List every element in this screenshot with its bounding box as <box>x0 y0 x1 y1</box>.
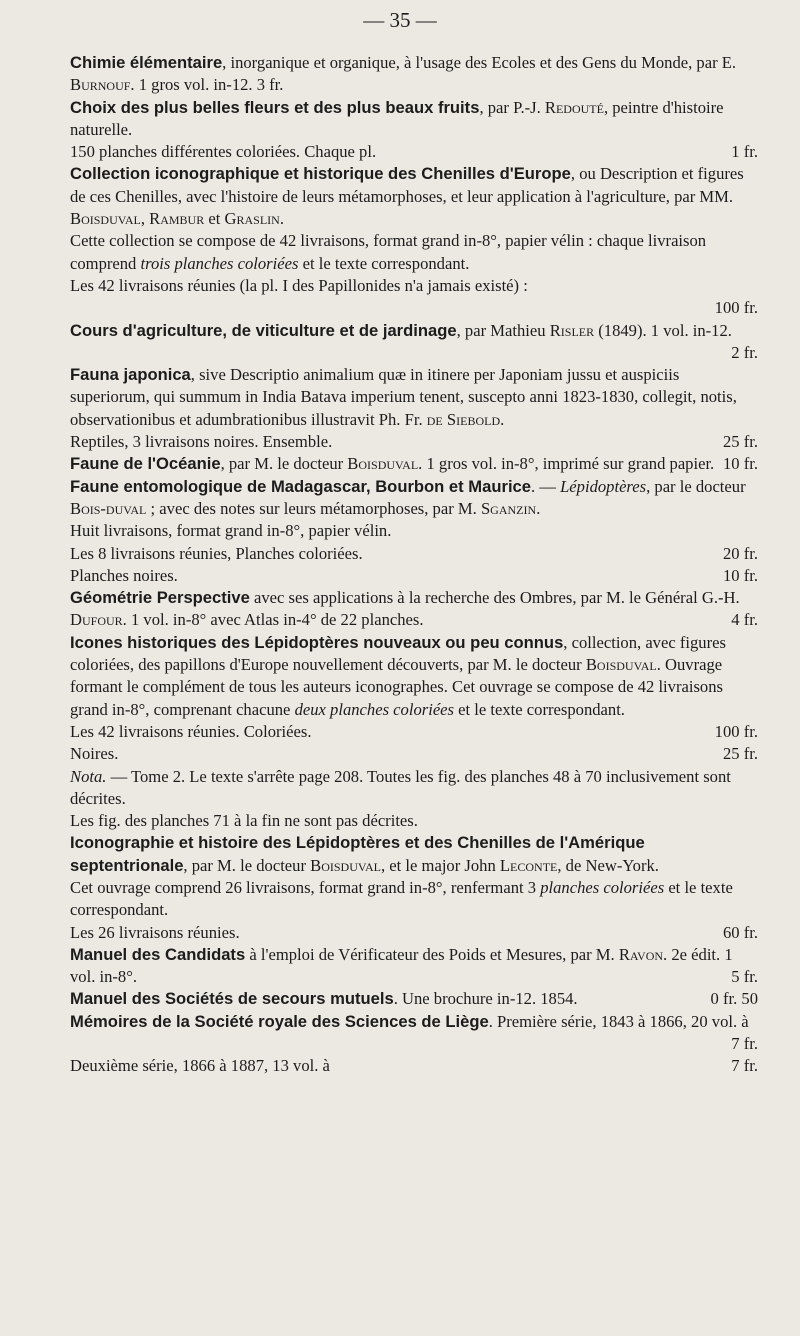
entry-author: Sganzin <box>480 498 537 518</box>
price: 7 fr. <box>731 1056 758 1076</box>
entry-author: Boisduval <box>310 855 381 875</box>
price: 10 fr. <box>722 565 758 585</box>
entry-paragraph: Cet ouvrage comprend 26 livraisons, format grand in-8°, renfermant 3 planches coloriées et le texte correspondant. <box>70 877 733 920</box>
entry-paragraph: Cette collection se compose de 42 livraisons, format grand in-8°, papier vélin : chaque livraison comprend trois planches coloriées et le texte correspondant. <box>70 231 707 273</box>
entry-title: Géométrie Perspective <box>70 588 250 608</box>
entry-author: Graslin <box>224 209 280 229</box>
catalogue-entry: Iconographie et histoire des Lépidoptères et des Chenilles de l'Amérique septentrionale, par M. le docteur Boisduval, et le major John Leconte, de New-York. <box>70 833 659 875</box>
entry-title: Manuel des Candidats <box>70 944 246 964</box>
catalogue-entry: Icones historiques des Lépidoptères nouveaux ou peu connus, collection, avec figures coloriées, des papillons d'Europe nouvellement découverts, par M. le docteur Boisduval. Ouvrage formant le complément de tous les auteurs iconographes. Cet ouvrage se compose de 42 livraisons grand in-8°, comprenant chacune deux planches coloriées et le texte correspondant. <box>70 632 726 719</box>
catalogue-entry: Faune entomologique de Madagascar, Bourbon et Maurice. — Lépidoptères, par le docteur Bois-duval ; avec des notes sur leurs métamorphoses, par M. Sganzin. <box>70 476 746 518</box>
catalogue-entry: Manuel des Sociétés de secours mutuels. Une brochure in-12. 1854. 0 fr. 50 <box>52 988 758 1010</box>
entry-title: Faune de l'Océanie <box>70 454 221 474</box>
price-line: Noires. 25 fr. <box>52 743 758 765</box>
price: 1 fr. <box>731 142 758 162</box>
entry-paragraph: Huit livraisons, format grand in-8°, papier vélin. <box>70 521 392 541</box>
entry-author: Boisduval <box>585 655 657 675</box>
nota-paragraph: Nota. — Tome 2. Le texte s'arrête page 208. Toutes les fig. des planches 48 à 70 inclusivement sont décrites. <box>70 766 731 808</box>
catalogue-entry: Chimie élémentaire, inorganique et organique, à l'usage des Ecoles et des Gens du Monde, par E. Burnouf. 1 gros vol. in-12. 3 fr. <box>70 53 737 95</box>
entry-author: Boisduval, Rambur <box>70 209 205 229</box>
price-line: Reptiles, 3 livraisons noires. Ensemble. 25 fr. <box>52 431 758 453</box>
price: 100 fr. <box>714 721 758 741</box>
entry-author: Bois-duval <box>70 498 147 518</box>
entry-title: Manuel des Sociétés de secours mutuels <box>70 989 394 1009</box>
price: 60 fr. <box>722 922 758 942</box>
price-line: Les 26 livraisons réunies. 60 fr. <box>52 922 758 944</box>
catalogue-entry: Faune de l'Océanie, par M. le docteur Boisduval. 1 gros vol. in-8°, imprimé sur grand papier. 10 fr. <box>52 453 758 475</box>
entry-title: Fauna japonica <box>70 365 191 385</box>
entry-author: Redouté <box>544 97 604 117</box>
entry-title: Faune entomologique de Madagascar, Bourbon et Maurice <box>70 476 532 496</box>
price-line: Les 8 livraisons réunies, Planches coloriées. 20 fr. <box>52 543 758 565</box>
entry-paragraph: Les 42 livraisons réunies (la pl. I des Papillonides n'a jamais existé) : <box>70 275 528 295</box>
page-number: — 35 — <box>363 8 437 32</box>
price: 10 fr. <box>722 454 758 474</box>
entry-author: Dufour <box>70 610 123 630</box>
price: 5 fr. <box>731 967 758 987</box>
catalogue-entry: Fauna japonica, sive Descriptio animalium quæ in itinere per Japoniam jussu et auspiciis superiorum, qui summum in India Batava imperium tenent, suscepto anni 1823-1830, collegit, notis, observationibus et adumbrationibus illustravit Ph. Fr. de Siebold. <box>70 365 737 429</box>
entry-title: Iconographie et histoire des Lépidoptères et des Chenilles de l'Amérique septentrionale <box>70 833 645 875</box>
entry-title: Collection iconographique et historique des Chenilles d'Europe <box>70 164 571 184</box>
price-line: Planches noires. 10 fr. <box>52 565 758 587</box>
catalogue-entry: Manuel des Candidats à l'emploi de Vérificateur des Poids et Mesures, par M. Ravon. 2e édit. 1 vol. in-8°. 5 fr. <box>52 944 758 989</box>
price-line: Deuxième série, 1866 à 1887, 13 vol. à 7 fr. <box>52 1055 758 1077</box>
price-line: Les 42 livraisons réunies. Coloriées. 100 fr. <box>52 721 758 743</box>
price: 0 fr. 50 <box>710 989 758 1009</box>
price: 25 fr. <box>722 744 758 764</box>
price: 7 fr. <box>731 1034 758 1054</box>
price: 20 fr. <box>722 543 758 563</box>
entry-title: Chimie élémentaire <box>70 53 223 72</box>
entry-title: Choix des plus belles fleurs et des plus beaux fruits <box>70 97 480 117</box>
price-line: 150 planches différentes coloriées. Chaque pl. 1 fr. <box>52 141 758 163</box>
entry-author: Risler <box>549 320 595 340</box>
catalogue-entry: Choix des plus belles fleurs et des plus beaux fruits, par P.-J. Redouté, peintre d'histoire naturelle. <box>70 97 724 139</box>
entry-author: Leconte <box>499 855 558 875</box>
entry-title: Icones historiques des Lépidoptères nouveaux ou peu connus <box>70 632 564 652</box>
entry-author: Ravon <box>618 944 664 964</box>
price: 100 fr. <box>714 298 758 318</box>
catalogue-entry: Collection iconographique et historique des Chenilles d'Europe, ou Description et figures de ces Chenilles, avec l'histoire de leurs métamorphoses, et leur application à l'agriculture, par MM. Boisduval, Rambur et Graslin. <box>70 164 744 229</box>
entry-author: de Siebold <box>426 409 501 429</box>
catalogue-entries <box>52 52 758 1078</box>
entry-author: Burnouf <box>70 75 131 95</box>
entry-author: Boisduval <box>347 454 419 474</box>
price: 2 fr. <box>731 342 758 362</box>
catalogue-entry: Cours d'agriculture, de viticulture et de jardinage, par Mathieu Risler (1849). 1 vol. in-12. 2 fr. <box>52 320 758 365</box>
price: 4 fr. <box>731 610 758 630</box>
catalogue-entry: Mémoires de la Société royale des Sciences de Liège. Première série, 1843 à 1866, 20 vol. à 7 fr. <box>52 1011 758 1056</box>
entry-paragraph: Les fig. des planches 71 à la fin ne sont pas décrites. <box>70 811 418 831</box>
catalogue-entry: Géométrie Perspective avec ses applications à la recherche des Ombres, par M. le Général G.-H. Dufour. 1 vol. in-8° avec Atlas in-4° de 22 planches. 4 fr. <box>52 587 758 632</box>
entry-title: Mémoires de la Société royale des Sciences de Liège <box>70 1011 489 1031</box>
entry-title: Cours d'agriculture, de viticulture et de jardinage <box>70 320 457 340</box>
price: 25 fr. <box>722 432 758 452</box>
